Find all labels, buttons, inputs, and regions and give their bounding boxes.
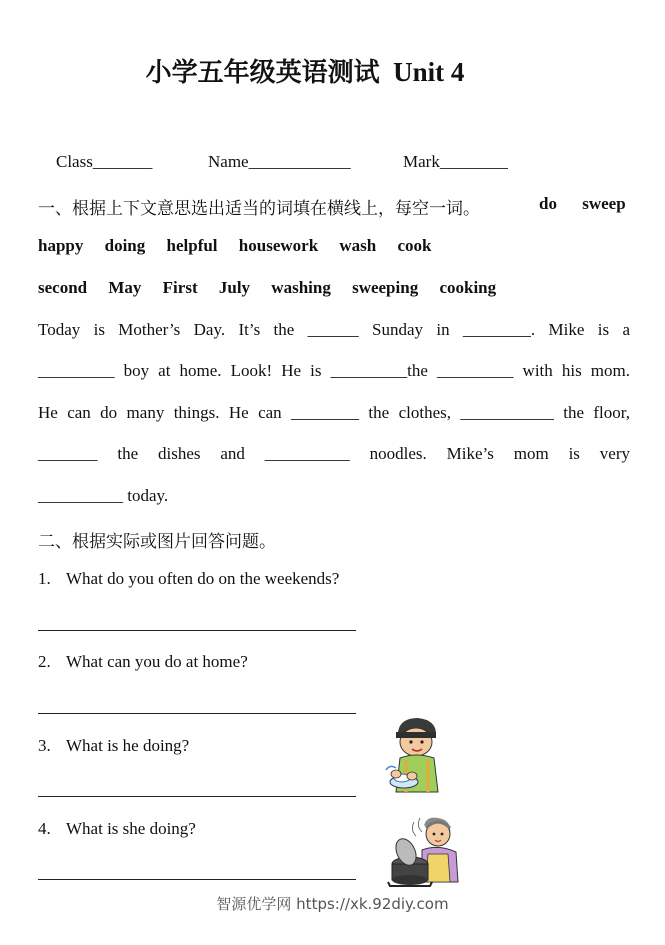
word-bank-item: second	[38, 278, 88, 297]
word-bank-item: May	[108, 278, 142, 297]
word-bank-item: cook	[397, 236, 432, 255]
answer-line-3[interactable]	[38, 796, 356, 797]
question-3	[38, 736, 189, 756]
section1-heading-line	[38, 194, 480, 219]
question-2	[38, 652, 248, 672]
word-bank-item: housework	[238, 236, 319, 255]
name-field[interactable]: Name____________	[208, 152, 351, 171]
word-bank-row3	[38, 278, 513, 298]
word-bank-item: happy	[38, 236, 84, 255]
word-bank-item: washing	[271, 278, 331, 297]
word-bank-item: helpful	[166, 236, 218, 255]
passage-line: _______ the dishes and __________ noodles. Mike’s mom is very	[38, 444, 630, 463]
question-number: 2.	[38, 652, 51, 671]
word-bank-item: sweep	[582, 194, 626, 213]
question-text: What do you often do on the weekends?	[66, 569, 340, 588]
word-bank-item: wash	[339, 236, 377, 255]
section2-heading: 二、根据实际或图片回答问题。	[38, 532, 276, 552]
title-unit: Unit 4	[393, 57, 465, 87]
question-number: 4.	[38, 819, 51, 838]
mark-field[interactable]: Mark________	[403, 152, 508, 171]
question-4	[38, 819, 196, 839]
answer-line-1[interactable]	[38, 630, 356, 631]
section1-heading: 一、根据上下文意思选出适当的词填在横线上，每空一词。	[38, 199, 480, 219]
footer-watermark: 智源优学网 https://xk.92diy.com	[216, 895, 449, 913]
word-bank-row2	[38, 236, 449, 256]
question-text: What is she doing?	[66, 819, 196, 838]
title-chinese: 小学五年级英语测试	[145, 58, 380, 88]
word-bank-item: doing	[104, 236, 146, 255]
word-bank-item: July	[218, 278, 251, 297]
question-text: What is he doing?	[66, 736, 190, 755]
page-title	[0, 52, 610, 89]
woman-cooking-image	[384, 812, 464, 888]
boy-washing-dishes-image	[378, 712, 448, 798]
word-bank-item: First	[162, 278, 198, 297]
word-bank-item: sweeping	[352, 278, 419, 297]
question-1	[38, 569, 339, 589]
passage-line: __________ today.	[38, 486, 169, 505]
question-text: What can you do at home?	[66, 652, 248, 671]
word-bank-item: cooking	[439, 278, 497, 297]
answer-line-4[interactable]	[38, 879, 356, 880]
question-number: 1.	[38, 569, 51, 588]
passage-line: _________ boy at home. Look! He is _________the _________ with his mom.	[38, 361, 630, 380]
passage-line: Today is Mother’s Day. It’s the ______ Sunday in ________. Mike is a	[38, 320, 630, 339]
class-field[interactable]: Class_______	[56, 152, 153, 171]
passage-line: He can do many things. He can ________ the clothes, ___________ the floor,	[38, 403, 630, 422]
question-number: 3.	[38, 736, 51, 755]
answer-line-2[interactable]	[38, 713, 356, 714]
word-bank-item: do	[539, 194, 557, 213]
word-bank-row1	[539, 194, 626, 214]
